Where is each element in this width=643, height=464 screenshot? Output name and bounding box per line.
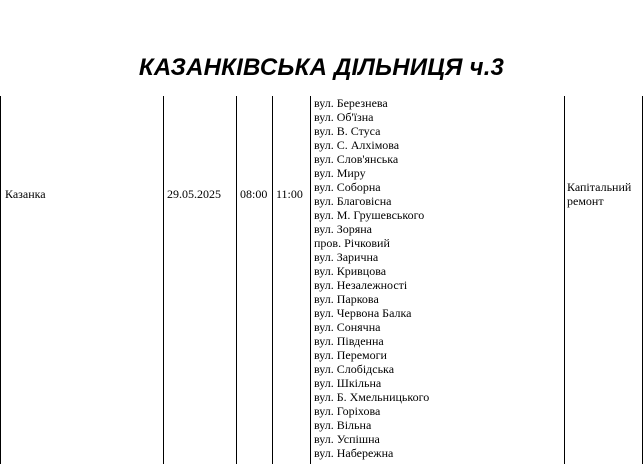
page-title: КАЗАНКІВСЬКА ДІЛЬНИЦЯ ч.3 [138, 54, 505, 81]
street-item: вул. В. Стуса [314, 124, 381, 138]
work-type-line: ремонт [567, 194, 604, 208]
street-item: вул. Миру [314, 166, 366, 180]
column-divider-date [236, 96, 237, 464]
street-item: вул. Слобідська [314, 362, 395, 376]
street-item: вул. Південна [314, 334, 384, 348]
street-item: вул. Благовісна [314, 194, 392, 208]
street-item: вул. Березнева [314, 96, 388, 110]
work-type-line: Капітальний [567, 180, 632, 194]
street-item: вул. Перемоги [314, 348, 387, 362]
street-item: вул. Червона Балка [314, 306, 412, 320]
street-item: вул. Шкільна [314, 376, 382, 390]
street-item: вул. Б. Хмельницького [314, 390, 430, 404]
street-item: вул. Незалежності [314, 278, 408, 292]
street-item: вул. Соборна [314, 180, 381, 194]
date-cell: 29.05.2025 [167, 187, 221, 201]
street-item: вул. Набережна [314, 446, 394, 460]
street-item: вул. Кривцова [314, 264, 387, 278]
street-item: пров. Річковий [314, 236, 390, 250]
column-divider-time-start [272, 96, 273, 464]
work-type-cell [567, 180, 641, 208]
street-item: вул. С. Алхімова [314, 138, 400, 152]
column-divider-time-end [310, 96, 311, 464]
street-item: вул. Горіхова [314, 404, 381, 418]
time-end-cell: 11:00 [276, 187, 303, 201]
street-item: вул. Паркова [314, 292, 379, 306]
street-item: вул. Зоряна [314, 222, 372, 236]
street-item: вул. Успішна [314, 432, 380, 446]
outage-schedule-table [0, 96, 643, 464]
street-item: вул. Вільна [314, 418, 372, 432]
time-start-cell: 08:00 [240, 187, 268, 201]
street-item: вул. Заричнa [314, 250, 379, 264]
street-list [314, 96, 564, 460]
column-divider-streets [564, 96, 565, 464]
street-item: вул. Слов'янська [314, 152, 399, 166]
column-divider-settlement [163, 96, 164, 464]
settlement-cell: Казанка [5, 187, 46, 201]
street-item: вул. М. Грушевського [314, 208, 425, 222]
table-border-left [0, 96, 1, 464]
street-item: вул. Сонячна [314, 320, 381, 334]
street-item: вул. Об'їзна [314, 110, 374, 124]
